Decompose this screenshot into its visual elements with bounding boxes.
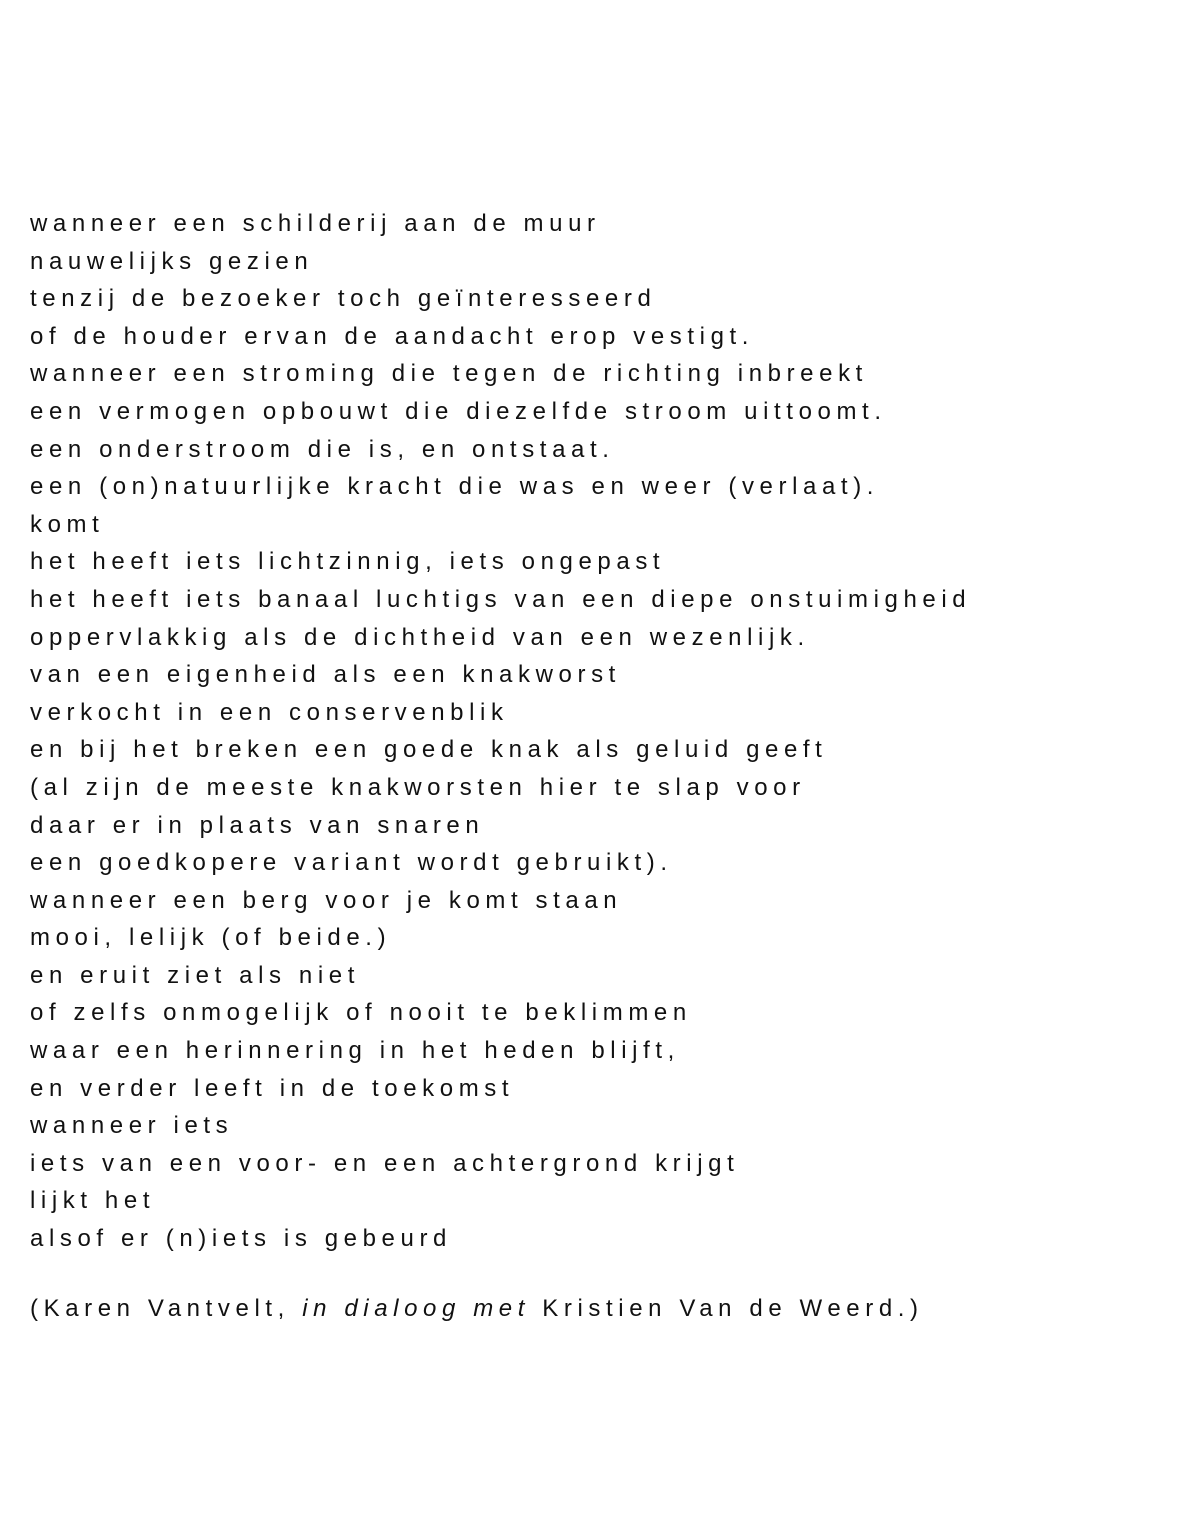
poem-line: waar een herinnering in het heden blijft, [30, 1037, 680, 1065]
poem-line: verkocht in een conservenblik [30, 698, 509, 726]
poem-line: of zelfs onmogelijk of nooit te beklimmen [30, 999, 692, 1027]
poem-line: alsof er (n)iets is gebeurd [30, 1225, 452, 1253]
poem-line: komt [30, 510, 105, 538]
poem-line: (al zijn de meeste knakworsten hier te slap voor [30, 773, 806, 801]
credit-prefix: (Karen Vantvelt, [30, 1295, 303, 1322]
poem-line: een vermogen opbouwt die diezelfde stroom uittoomt. [30, 397, 887, 425]
poem-line: wanneer een schilderij aan de muur [30, 210, 601, 237]
credit-italic: in dialoog met [302, 1295, 531, 1322]
poem-line: en verder leeft in de toekomst [30, 1074, 515, 1102]
poem-line: van een eigenheid als een knakworst [30, 661, 621, 689]
poem-line: tenzij de bezoeker toch geïnteresseerd [30, 285, 657, 313]
poem-line: of de houder ervan de aandacht erop vestigt. [30, 322, 755, 350]
poem-line: en eruit ziet als niet [30, 961, 360, 989]
poem-line: nauwelijks gezien [30, 247, 314, 275]
poem-line: het heeft iets lichtzinnig, iets ongepast [30, 548, 666, 576]
poem-body [30, 205, 1170, 1258]
credit-suffix: Kristien Van de Weerd.) [530, 1295, 924, 1322]
poem-line: wanneer een stroming die tegen de richting inbreekt [30, 360, 868, 388]
poem-line: daar er in plaats van snaren [30, 811, 485, 839]
poem-line: wanneer iets [30, 1112, 234, 1140]
poem-line: mooi, lelijk (of beide.) [30, 924, 392, 952]
poem-line: wanneer een berg voor je komt staan [30, 886, 623, 914]
poem-line: het heeft iets banaal luchtigs van een diepe onstuimigheid [30, 585, 972, 613]
poem-line: lijkt het [30, 1187, 156, 1215]
poem-line: een onderstroom die is, en ontstaat. [30, 435, 615, 463]
poem-line: iets van een voor- en een achtergrond krijgt [30, 1149, 740, 1177]
poem-line: oppervlakkig als de dichtheid van een wezenlijk. [30, 623, 810, 651]
poem-line: en bij het breken een goede knak als geluid geeft [30, 736, 828, 764]
poem-credit [30, 1290, 924, 1328]
poem-line: een goedkopere variant wordt gebruikt). [30, 849, 673, 877]
poem-line: een (on)natuurlijke kracht die was en weer (verlaat). [30, 473, 880, 501]
